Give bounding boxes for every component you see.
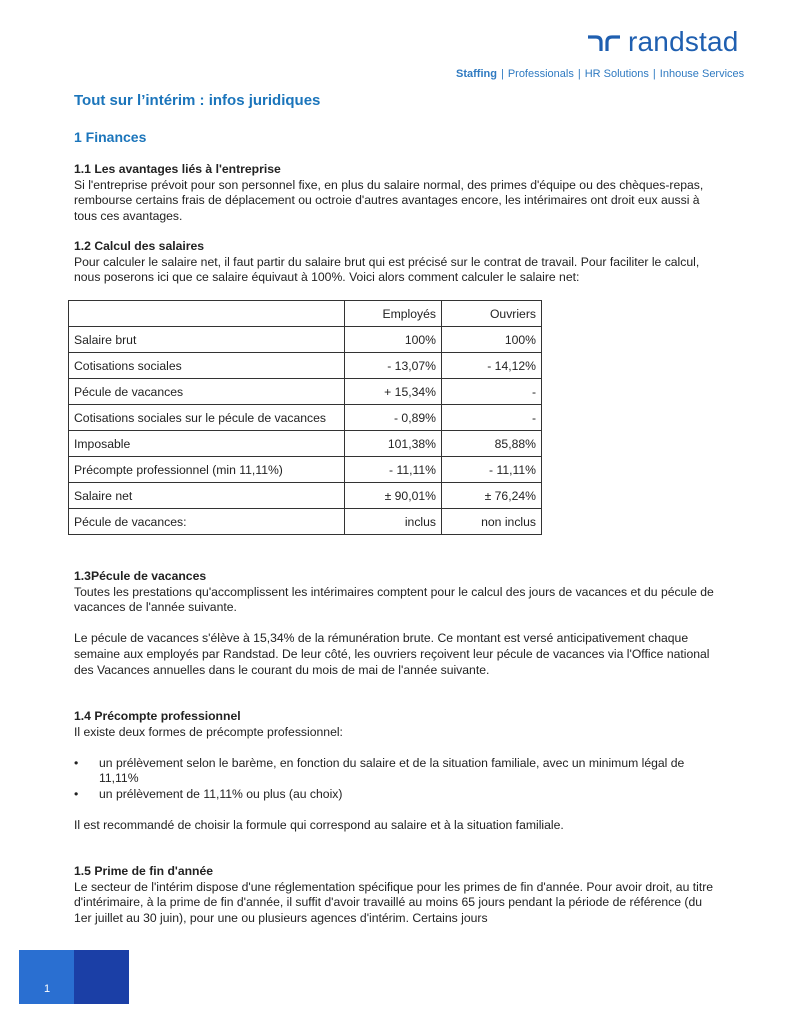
table-row — [69, 457, 542, 483]
table-cell: 101,38% — [345, 431, 442, 457]
randstad-logo — [586, 26, 739, 58]
table-cell: Imposable — [69, 431, 345, 457]
table-cell: - 11,11% — [345, 457, 442, 483]
section-1-5-heading: 1.5 Prime de fin d'année — [74, 864, 214, 878]
section-1-2 — [74, 239, 714, 286]
section-1-4-list — [74, 756, 714, 803]
page-number: 1 — [44, 983, 51, 995]
table-row — [69, 483, 542, 509]
section-1-1 — [74, 162, 714, 224]
table-cell: ± 90,01% — [345, 483, 442, 509]
table-cell: Pécule de vacances — [69, 379, 345, 405]
table-header-row — [69, 301, 542, 327]
salary-table — [68, 300, 542, 535]
service-hr-solutions: HR Solutions — [584, 68, 649, 80]
section-1-4-heading: 1.4 Précompte professionnel — [74, 709, 241, 723]
table-cell: 100% — [442, 327, 542, 353]
table-cell: Cotisations sociales — [69, 353, 345, 379]
table-cell: Salaire brut — [69, 327, 345, 353]
section-1-1-heading: 1.1 Les avantages liés à l'entreprise — [74, 162, 281, 176]
table-cell: Salaire net — [69, 483, 345, 509]
table-row — [69, 405, 542, 431]
table-cell: - 14,12% — [442, 353, 542, 379]
service-inhouse: Inhouse Services — [659, 68, 745, 80]
section-1-3-paragraph-2: Le pécule de vacances s'élève à 15,34% de la rémunération brute. Ce montant est versé anticipativement chaque semaine aux employés par Randstad. De leur côté, les ouvriers reçoivent leur pécule de vacances via l'Office national des Vacances annuelles dans le courant du mois de mai de l'année suivante. — [74, 631, 710, 677]
brand-name: randstad — [628, 26, 739, 57]
section-1-3-paragraph-1: Toutes les prestations qu'accomplissent les intérimaires comptent pour le calcul des jours de vacances et du pécule de vacances de l'année suivante. — [74, 584, 714, 615]
table-cell: + 15,34% — [345, 379, 442, 405]
section-1-5 — [74, 864, 714, 926]
table-row — [69, 509, 542, 535]
section-1-4 — [74, 709, 714, 834]
table-cell: - 13,07% — [345, 353, 442, 379]
section-1-1-text: Si l'entreprise prévoit pour son personnel fixe, en plus du salaire normal, des primes d'équipe ou des chèques-repas, rembourse certains frais de déplacement ou octroie d'autres avantages encore, les intérimaires ont droit eux aussi à tous ces avantages. — [74, 177, 704, 223]
section-1-2-heading: 1.2 Calcul des salaires — [74, 239, 205, 253]
service-staffing: Staffing — [456, 68, 497, 80]
section-1-3 — [74, 569, 714, 678]
table-header-cell: Employés — [345, 301, 442, 327]
footer-block-light — [19, 950, 74, 1004]
table-header-cell: Ouvriers — [442, 301, 542, 327]
page-title: Tout sur l’intérim : infos juridiques — [74, 92, 321, 109]
table-row — [69, 327, 542, 353]
table-cell: - — [442, 379, 542, 405]
table-cell: 85,88% — [442, 431, 542, 457]
table-row — [69, 379, 542, 405]
section-heading-finances: 1 Finances — [74, 129, 147, 145]
table-row — [69, 431, 542, 457]
table-cell: Cotisations sociales sur le pécule de vacances — [69, 405, 345, 431]
table-cell: 100% — [345, 327, 442, 353]
services-bar: Staffing | Professionals | HR Solutions | Inhouse Services — [456, 68, 745, 80]
table-cell: inclus — [345, 509, 442, 535]
table-cell: - 11,11% — [442, 457, 542, 483]
section-1-4-outro: Il est recommandé de choisir la formule qui correspond au salaire et à la situation familiale. — [74, 818, 564, 833]
table-cell: - 0,89% — [345, 405, 442, 431]
section-1-3-heading: 1.3Pécule de vacances — [74, 569, 207, 583]
section-1-2-text: Pour calculer le salaire net, il faut partir du salaire brut qui est précisé sur le contrat de travail. Pour faciliter le calcul, nous poserons ici que ce salaire équivaut à 100%. Voici alors comment calculer le salaire net: — [74, 254, 700, 285]
list-item: • un prélèvement de 11,11% ou plus (au choix) — [99, 787, 714, 803]
table-cell: ± 76,24% — [442, 483, 542, 509]
table-cell: Précompte professionnel (min 11,11%) — [69, 457, 345, 483]
list-item: • un prélèvement selon le barème, en fonction du salaire et de la situation familiale, avec un minimum légal de 11,11% — [99, 756, 714, 787]
table-row — [69, 353, 542, 379]
table-cell: - — [442, 405, 542, 431]
section-1-4-intro: Il existe deux formes de précompte professionnel: — [74, 724, 343, 739]
table-cell: non inclus — [442, 509, 542, 535]
table-cell: Pécule de vacances: — [69, 509, 345, 535]
footer-block-dark — [74, 950, 129, 1004]
section-1-5-text: Le secteur de l'intérim dispose d'une réglementation spécifique pour les primes de fin d'année. Pour avoir droit, au titre d'intérimaire, à la prime de fin d'année, il suffit d'avoir travaillé au moins 65 jours pendant la période de référence (du 1er juillet au 30 juin), pour une ou plusieurs agences d'intérim. Certains jours — [74, 879, 714, 925]
table-header-cell — [69, 301, 345, 327]
randstad-logo-icon — [586, 31, 622, 53]
service-professionals: Professionals — [507, 68, 574, 80]
